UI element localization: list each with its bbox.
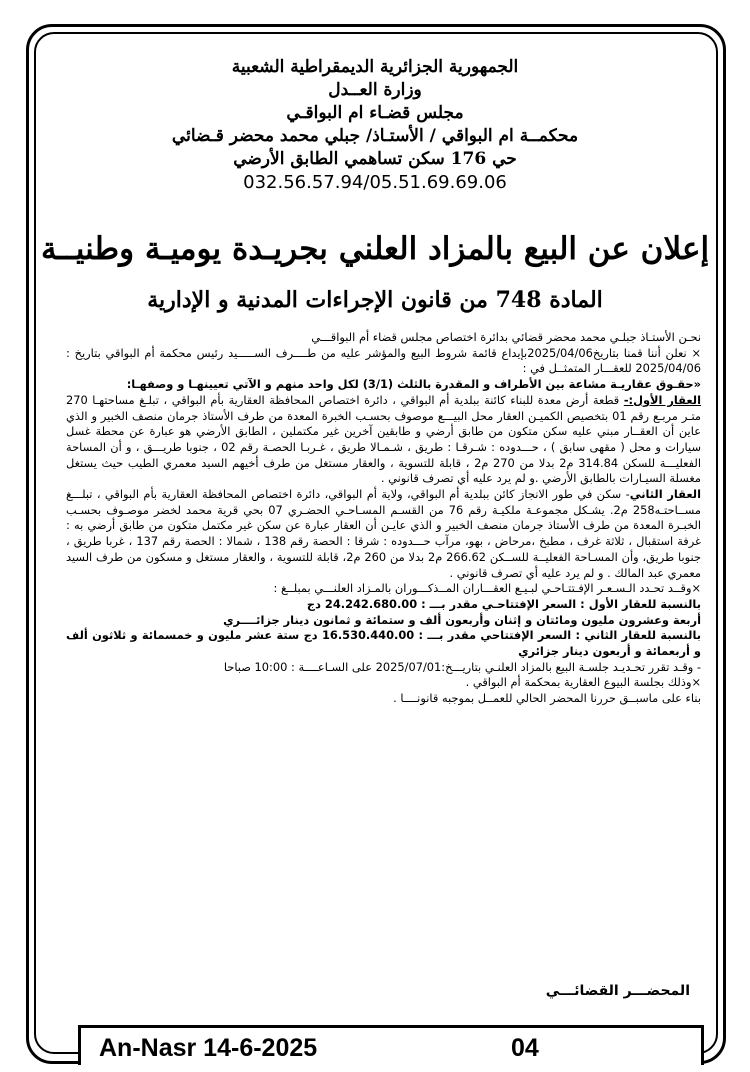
publication-date: An-Nasr 14-6-2025	[99, 1034, 318, 1062]
council-name: مجلس قضـاء ام البواقـي	[286, 103, 464, 123]
publication-footer	[78, 1025, 704, 1065]
lot-two	[66, 487, 701, 581]
legal-article: المادة 748 من قانون الإجراءات المدنية و الإدارية	[147, 287, 603, 313]
lot-one	[66, 393, 701, 487]
filing-statement: × نعلن أننا قمنا بتاريخ2025/04/06بإيداع قائمة شروط البيع والمؤشر عليه من طــــرف الســـــيد رئيس محكمة أم البواقي بتاريخ : 2025/04/06 للعقـــار المتمثــل في :	[66, 345, 701, 376]
lot-two-label: العقار الثاني	[629, 487, 701, 502]
property-rights: «حقـوق عقاريـة مشاعة بين الأطراف و المقدرة بالثلث (3/1) لكل واحد منهم و الآتي تعيينهـا و وصفهـا:	[126, 377, 701, 392]
ministry-name: وزارة العــدل	[328, 80, 422, 100]
lot-two-price: بالنسبة للعقار الثاني : السعر الإفتتاحي مقدر بـــ : 16.530.440.00 دج ستة عشر مليون و خمسمائة و ثلاثون ألف و أربعمائة و أربعون دينار جزائري	[66, 628, 702, 659]
lot-two-description: - سكن في طور الانجاز كائن ببلدية أم البواقي، ولاية أم البواقي، دائرة اختصاص المحافظة العقارية بأم البواقي ، تبلـــغ مســاحتـه258 م2. يشـكل مجموعـة ملكيـة رقم 76 من القسـم المسـاحـي الحضـري 07 بحي قرية محمد لخضر موصـوف بحسـب الخبـرة المعدة من طرف الأستاذ جرمان منصف الخبير و الذي عايـن أن العقار عبارة عن سكن غير مكتمل متكون من طابق أرضي به : غرفة استقبال ، ثلاثة غرف ، مطبخ ،مرحاض ، بهو، مرآب حـــدوده : شرقا : الحصة رقم 138 ، شمالا : الحصة رقم 137 ، غربا طريق ، جنوبا طريق، وأن المسـاحة الفعليــة للســكن 266.62 م2 بدلا من 260 م2، قابلة للتسوية ، والعقار مستغل و مسكون من طرف السيد معمري عبد المالك . و لم يرد عليه أي تصرف قانوني .	[66, 487, 701, 580]
republic-name: الجمهورية الجزائرية الديمقراطية الشعبية	[231, 57, 519, 77]
lot-one-label: العقار الأول:-	[623, 392, 701, 407]
bailiff-intro: نحـن الأستـاذ جبلـي محمد محضر قضائي بدائرة اختصاص مجلس قضاء أم البواقـــي	[311, 330, 701, 344]
announcement-body	[66, 330, 701, 707]
phone-numbers: 032.56.57.94/05.51.69.69.06	[243, 172, 507, 193]
announcement-title: إعلان عن البيع بالمزاد العلني بجريـدة يوميـة وطنيــة	[40, 231, 710, 267]
lot-one-price-words: أربعة وعشرون مليون ومائتان و إثنان وأربعون ألف و ستمائة و ثمانون دينار جزائــــري	[223, 612, 701, 627]
office-address: حي 176 سكن تساهمي الطابق الأرضي	[233, 149, 517, 169]
session-location: ×وذلك بجلسة البيوع العقارية بمحكمة أم البواقي .	[465, 675, 701, 690]
document-header	[50, 56, 700, 194]
bailiff-signature: المحضـــر القضائـــي	[545, 983, 690, 999]
price-intro: ×وقــد تحـدد الـسـعـر الإفـتتـاحـي لبـيـع العقـــاران المــذكـــوران بالمـزاد العلنـــي بمبلــغ :	[273, 581, 701, 596]
session-date: - وقـد تقرر تحـديـد جلسـة البيع بالمزاد العلنـي بتاريـــخ:2025/07/01 على السـاعــــة : 10:00 صباحا	[223, 659, 701, 674]
page-number: 04	[511, 1034, 539, 1062]
court-bailiff: محكمــة ام البواقي / الأستـاذ/ جبلي محمد محضر قـضائي	[171, 126, 579, 146]
closing-statement: بناء على ماسبــق حررنا المحضر الحالي للعمــل بموجبه قانونــــا .	[393, 691, 701, 706]
lot-one-price: بالنسبة للعقار الأول : السعر الإفتتاحـي مقدر بـــ : 24.242.680.00 دج	[306, 596, 701, 611]
lot-one-description: قطعة أرض معدة للبناء كائنة ببلدية أم البواقي ، دائرة اختصاص المحافظة العقارية بأم البواقي ، تبلـغ مساحتهـا 270 متـر مربـع رقم 01 بتخصيص الكميـن العقار محل البيـــع موصوف بحسـب الخبرة المعدة من طرف الأستاذ جرمان منصف الخبير و الذي عاين أن العقــار مبني عليه سكن متكون من طابق أرضي و طابقين آخرين غير مكتملين ، الطابق الأرضي هو عبارة عن محطة غسل سيارات و محل ( مقهى سابق ) ، حـــدوده : شـرقـا : طريق ، شـمـالا طريق ، غـربـا الحصـة رقم 02 ، جنوبا طريـــق ، و أن المساحة الفعليـــة للسكن 314.84 م2 بدلا من 270 م2 ، قابلة للتسوية ، والعقار مستغل من طرف أخيهم السيد معمري الطيب حيث يستغل مغسلة السيـارات بالطابق الأرضي .و لم يرد عليه أي تصرف قانوني .	[66, 392, 702, 486]
